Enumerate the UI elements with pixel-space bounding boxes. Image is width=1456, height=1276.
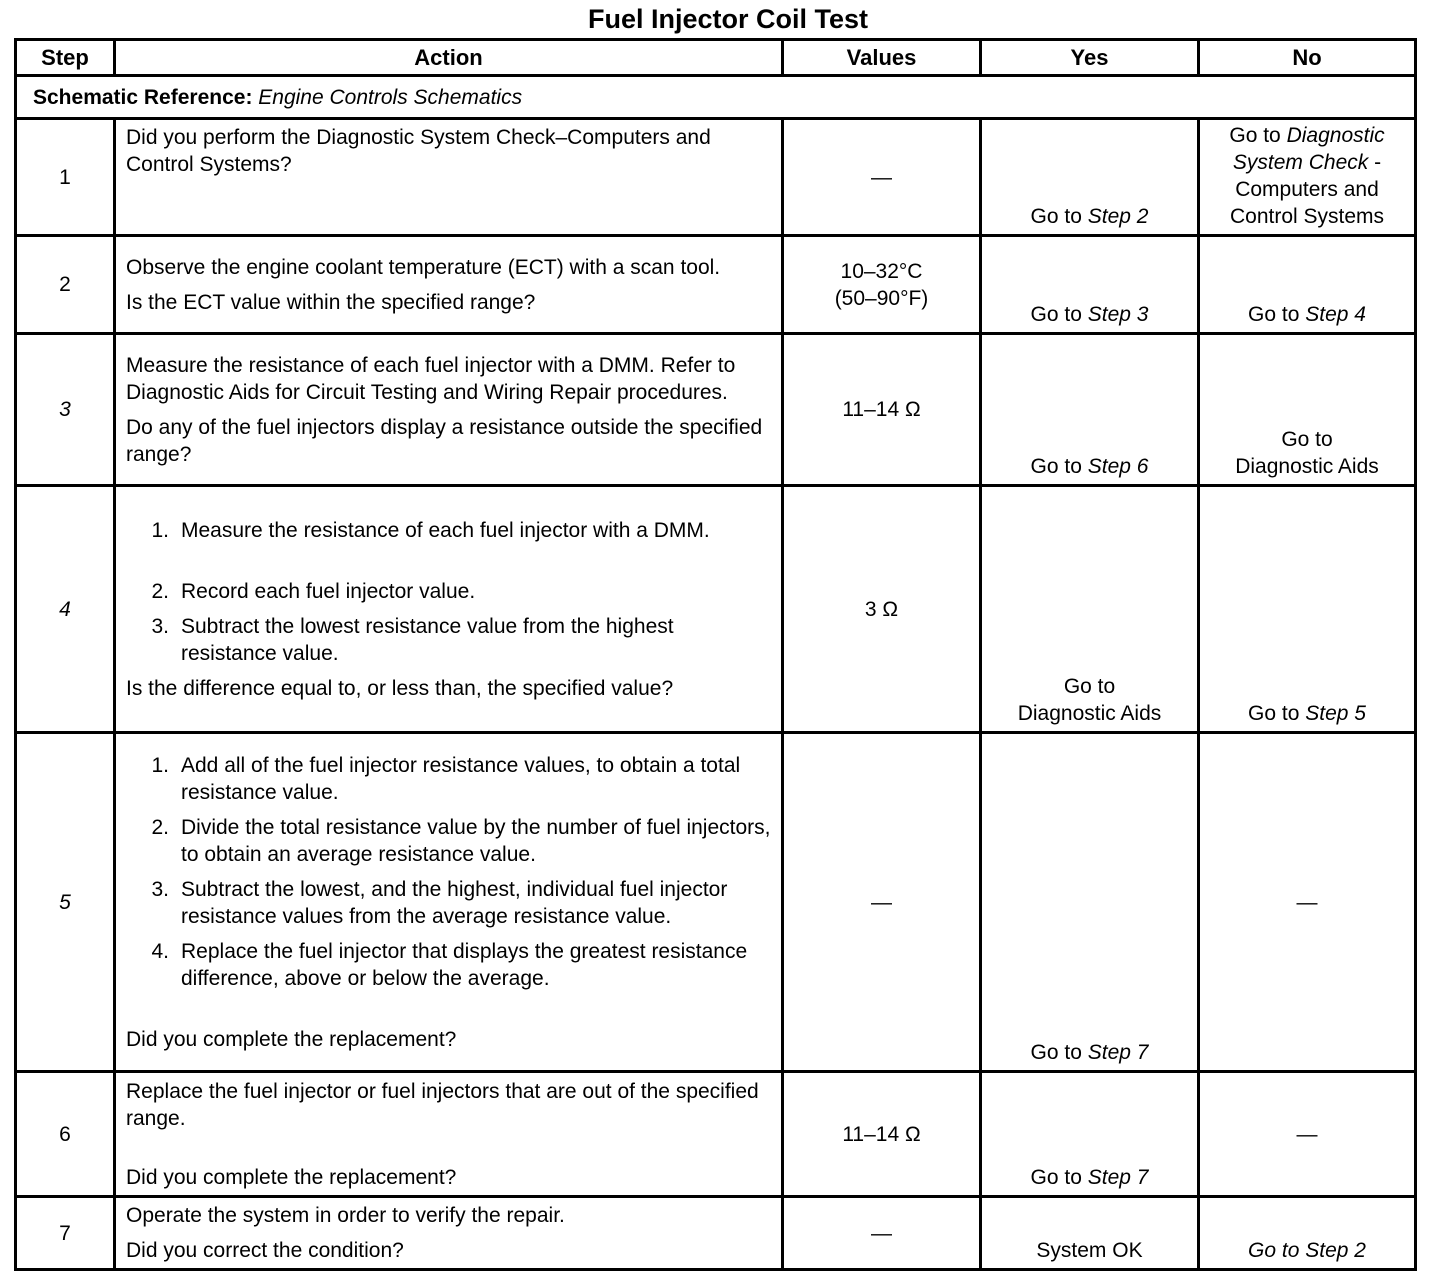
action-question: Do any of the fuel injectors display a resistance outside the specified range? <box>126 415 763 466</box>
value-cell: — <box>783 119 981 236</box>
step-number: 4 <box>16 486 115 733</box>
no-cell: — <box>1199 733 1416 1072</box>
list-number: 3. <box>151 877 169 901</box>
step-number: 5 <box>16 733 115 1072</box>
action-cell <box>115 334 783 486</box>
yes-prefix: Go to <box>1030 1041 1082 1064</box>
no-prefix: Go to <box>1281 428 1333 451</box>
value-celsius: 10–32°C <box>840 259 923 283</box>
action-text: Did you perform the Diagnostic System Check–Computers and Control Systems? <box>126 126 711 176</box>
yes-step-link[interactable]: Step 7 <box>1087 1041 1149 1064</box>
list-number: 2. <box>151 579 169 603</box>
yes-prefix: Go to <box>1030 205 1082 228</box>
value-fahrenheit: (50–90°F) <box>834 286 929 310</box>
yes-cell[interactable] <box>981 486 1199 733</box>
header-yes: Yes <box>981 40 1199 76</box>
no-cell[interactable] <box>1199 486 1416 733</box>
no-prefix: Go to <box>1248 303 1300 326</box>
step-number: 3 <box>16 334 115 486</box>
action-cell <box>115 119 783 236</box>
action-cell <box>115 733 783 1072</box>
no-suffix: - Computers and Control Systems <box>1229 151 1385 228</box>
yes-prefix: Go to <box>1030 1166 1082 1189</box>
list-number: 3. <box>151 614 169 638</box>
schematic-reference <box>16 76 1416 119</box>
value-cell: 3 Ω <box>783 486 981 733</box>
table-row <box>16 1197 1416 1270</box>
list-text: Divide the total resistance value by the number of fuel injectors, to obtain an average resistance value. <box>181 815 771 866</box>
yes-cell[interactable] <box>981 1072 1199 1197</box>
action-list <box>126 517 771 667</box>
value-cell: 11–14 Ω <box>783 1072 981 1197</box>
yes-cell[interactable] <box>981 334 1199 486</box>
action-text: Replace the fuel injector or fuel injectors that are out of the specified range. <box>126 1079 759 1130</box>
step-number: 2 <box>16 236 115 334</box>
table-row <box>16 236 1416 334</box>
action-list <box>126 752 771 992</box>
action-text: Observe the engine coolant temperature (ECT) with a scan tool. <box>126 255 721 279</box>
action-question: Did you complete the replacement? <box>126 1027 457 1051</box>
header-no: No <box>1199 40 1416 76</box>
list-item <box>126 517 771 544</box>
no-cell[interactable] <box>1199 119 1416 236</box>
no-cell: — <box>1199 1072 1416 1197</box>
step-number: 7 <box>16 1197 115 1270</box>
action-cell <box>115 236 783 334</box>
no-prefix: Go to <box>1248 702 1300 725</box>
list-text: Add all of the fuel injector resistance values, to obtain a total resistance value. <box>181 753 741 804</box>
yes-cell[interactable] <box>981 733 1199 1072</box>
table-row <box>16 486 1416 733</box>
list-text: Replace the fuel injector that displays the greatest resistance difference, above or below the average. <box>181 939 748 990</box>
yes-prefix: Go to <box>1030 455 1082 478</box>
action-question: Is the ECT value within the specified range? <box>126 290 536 314</box>
list-item <box>126 938 771 992</box>
action-question: Did you complete the replacement? <box>126 1165 457 1189</box>
list-item <box>126 578 771 605</box>
yes-prefix: Go to <box>1063 675 1116 698</box>
action-cell <box>115 1072 783 1197</box>
action-question: Did you correct the condition? <box>126 1239 404 1262</box>
list-item <box>126 752 771 806</box>
value-cell: — <box>783 1197 981 1270</box>
action-cell <box>115 486 783 733</box>
header-values: Values <box>783 40 981 76</box>
step-number: 1 <box>16 119 115 236</box>
table-row <box>16 733 1416 1072</box>
yes-step-link[interactable]: Step 3 <box>1087 303 1149 326</box>
yes-cell[interactable] <box>981 119 1199 236</box>
list-text: Measure the resistance of each fuel injector with a DMM. <box>181 518 710 542</box>
header-action: Action <box>115 40 783 76</box>
no-prefix: Go to <box>1229 124 1281 147</box>
yes-step-link[interactable]: Step 6 <box>1087 455 1149 478</box>
list-item <box>126 613 771 667</box>
step-number: 6 <box>16 1072 115 1197</box>
yes-step-link[interactable]: Step 2 <box>1087 205 1149 228</box>
yes-cell: System OK <box>981 1197 1199 1270</box>
no-step-link[interactable]: Step 4 <box>1305 303 1366 326</box>
header-step: Step <box>16 40 115 76</box>
schematic-link[interactable]: Engine Controls Schematics <box>258 85 523 109</box>
no-step-link[interactable]: Step 5 <box>1305 702 1366 725</box>
list-number: 1. <box>151 518 169 542</box>
list-item <box>126 876 771 930</box>
diagnostic-table <box>14 38 1417 1271</box>
action-question: Is the difference equal to, or less than, the specified value? <box>126 676 674 700</box>
no-ref-link[interactable]: Diagnostic System Check <box>1232 124 1385 174</box>
table-row <box>16 119 1416 236</box>
value-cell <box>783 236 981 334</box>
list-item <box>126 814 771 868</box>
list-number: 2. <box>151 815 169 839</box>
no-cell[interactable] <box>1199 334 1416 486</box>
schematic-row <box>16 76 1416 119</box>
yes-diagnostic-aids-link[interactable]: Diagnostic Aids <box>1017 702 1162 725</box>
list-number: 4. <box>151 939 169 963</box>
no-cell[interactable] <box>1199 236 1416 334</box>
yes-cell[interactable] <box>981 236 1199 334</box>
value-cell: — <box>783 733 981 1072</box>
list-text: Record each fuel injector value. <box>181 579 476 603</box>
list-number: 1. <box>151 753 169 777</box>
page-title: Fuel Injector Coil Test <box>587 4 869 34</box>
list-text: Subtract the lowest, and the highest, individual fuel injector resistance values from the average resistance value. <box>181 877 728 928</box>
list-text: Subtract the lowest resistance value from the highest resistance value. <box>181 614 674 665</box>
yes-step-link[interactable]: Step 7 <box>1087 1166 1149 1189</box>
no-diagnostic-aids-link[interactable]: Diagnostic Aids <box>1235 455 1379 478</box>
schematic-label: Schematic Reference: <box>33 85 253 109</box>
table-row <box>16 1072 1416 1197</box>
table-row <box>16 334 1416 486</box>
yes-prefix: Go to <box>1030 303 1082 326</box>
action-text: Measure the resistance of each fuel injector with a DMM. Refer to Diagnostic Aids for Circuit Testing and Wiring Repair procedures. <box>126 353 736 404</box>
no-step-link[interactable]: Go to Step 2 <box>1199 1197 1416 1270</box>
action-cell <box>115 1197 783 1270</box>
value-cell: 11–14 Ω <box>783 334 981 486</box>
header-row <box>16 40 1416 76</box>
action-text: Operate the system in order to verify the repair. <box>126 1204 565 1227</box>
